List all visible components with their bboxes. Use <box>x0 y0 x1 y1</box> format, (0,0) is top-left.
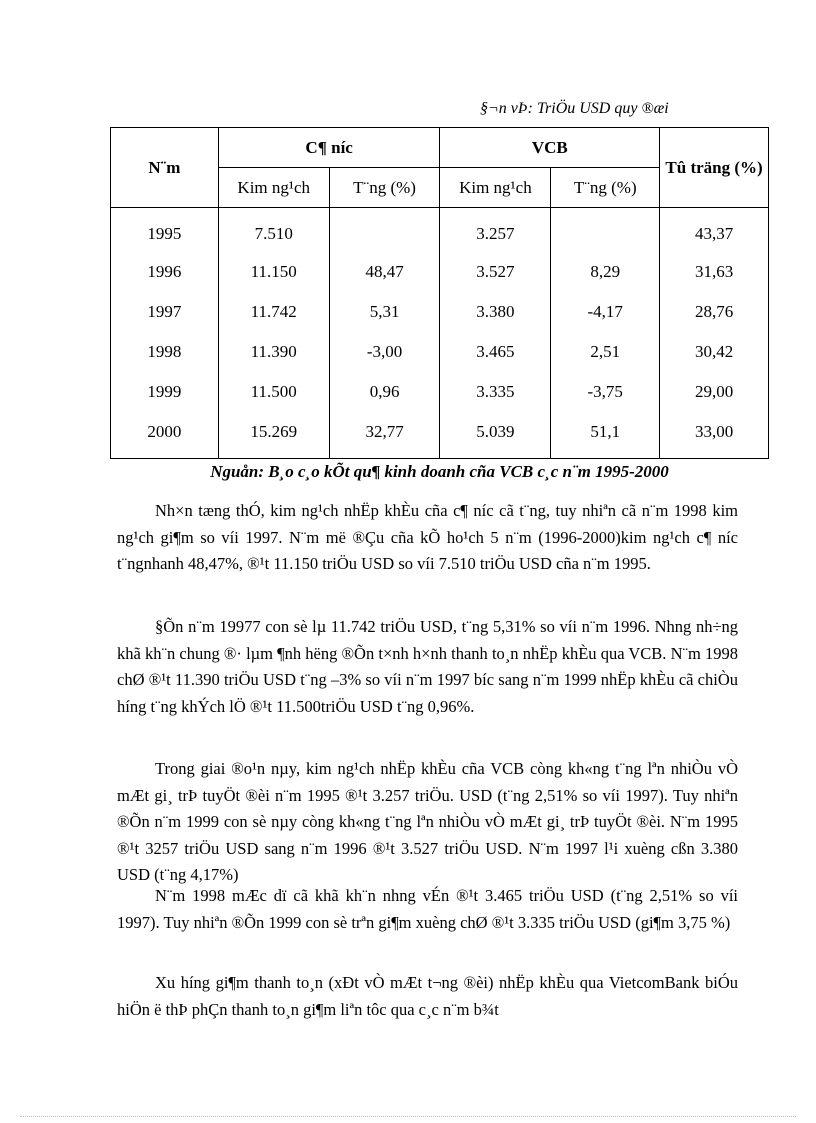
cell-country-turnover: 11.742 <box>218 292 329 332</box>
cell-vcb-turnover: 3.257 <box>440 208 551 253</box>
cell-vcb-growth <box>551 208 660 253</box>
header-year: N¨m <box>111 128 219 208</box>
header-share: Tû träng (%) <box>660 128 769 208</box>
cell-vcb-growth: 2,51 <box>551 332 660 372</box>
paragraph: §Õn n¨m 19977 con sè lµ 11.742 triÖu USD, t¨ng 5,31% so víi n¨m 1996. Nhng nh÷ng khã kh¨n chung ®· lµm ¶nh hëng ®Õn t×nh h×nh thanh to¸n nhËp khÈu qua VCB. N¨m 1998 chØ ®¹t 11.390 triÖu USD t¨ng –3% so víi n¨m 1997 bíc sang n¨m 1999 nhËp khÈu cã chiÒu híng t¨ng khÝch lÖ ®¹t 11.500triÖu USD t¨ng 0,96%. <box>117 617 738 716</box>
cell-share: 33,00 <box>660 412 769 459</box>
cell-country-growth <box>329 208 440 253</box>
header-country-turnover: Kim ng¹ch <box>218 168 329 208</box>
paragraph: Xu híng gi¶m thanh to¸n (xÐt vÒ mÆt t¬ng ®èi) nhËp khÈu qua VietcomBank biÓu hiÖn ë thÞ phÇn thanh to¸n gi¶m liªn tôc qua c¸c n¨m b¾t <box>117 973 738 1019</box>
table-row <box>111 412 769 459</box>
cell-country-turnover: 11.390 <box>218 332 329 372</box>
header-vcb-turnover: Kim ng¹ch <box>440 168 551 208</box>
cell-country-growth: 48,47 <box>329 252 440 292</box>
table-row <box>111 372 769 412</box>
cell-country-growth: 5,31 <box>329 292 440 332</box>
table-row <box>111 332 769 372</box>
cell-country-growth: 32,77 <box>329 412 440 459</box>
cell-year: 1995 <box>111 208 219 253</box>
cell-vcb-growth: 8,29 <box>551 252 660 292</box>
paragraph: Nh×n tæng thÓ, kim ng¹ch nhËp khÈu cña c¶ níc cã t¨ng, tuy nhiªn cã n¨m 1998 kim ng¹ch gi¶m so víi 1997. N¨m më ®Çu cña kÕ ho¹ch 5 n¨m (1996-2000)kim ng¹ch c¶ níc t¨ngnhanh 48,47%, ®¹t 11.150 triÖu USD so víi 7.510 triÖu USD cña n¨m 1995. <box>117 501 738 573</box>
header-vcb: VCB <box>440 128 660 168</box>
cell-share: 29,00 <box>660 372 769 412</box>
page-divider <box>20 1116 796 1117</box>
cell-vcb-turnover: 3.335 <box>440 372 551 412</box>
table-row <box>111 292 769 332</box>
cell-vcb-turnover: 3.380 <box>440 292 551 332</box>
cell-vcb-growth: -3,75 <box>551 372 660 412</box>
table-row <box>111 208 769 253</box>
source-note: Nguån: B¸o c¸o kÕt qu¶ kinh doanh cña VCB c¸c n¨m 1995-2000 <box>210 462 669 481</box>
cell-year: 1996 <box>111 252 219 292</box>
cell-vcb-turnover: 3.527 <box>440 252 551 292</box>
cell-vcb-growth: 51,1 <box>551 412 660 459</box>
cell-country-growth: 0,96 <box>329 372 440 412</box>
table-body <box>111 208 769 459</box>
paragraph: Trong giai ®o¹n nµy, kim ng¹ch nhËp khÈu cña VCB còng kh«ng t¨ng lªn nhiÒu vÒ mÆt gi¸ trÞ tuyÖt ®èi n¨m 1995 ®¹t 3.257 triÖu. USD (t¨ng 2,51% so víi 1997). Tuy nhiªn ®Õn n¨m 1999 con sè nµy còng kh«ng t¨ng lªn nhiÒu vÒ mÆt gi¸ trÞ tuyÖt ®èi. N¨m 1995 ®¹t 3257 triÖu USD sang n¨m 1996 ®¹t 3.527 triÖu USD. N¨m 1997 l¹i xuèng cßn 3.380 USD (t¨ng 4,17%) <box>117 759 738 884</box>
paragraph: N¨m 1998 mÆc dï cã khã kh¨n nhng vÉn ®¹t 3.465 triÖu USD (t¨ng 2,51% so víi 1997). Tuy nhiªn ®Õn 1999 con sè trªn gi¶m xuèng chØ ®¹t 3.335 triÖu USD (gi¶m 3,75 %) <box>117 886 738 932</box>
cell-country-turnover: 15.269 <box>218 412 329 459</box>
import-table <box>110 127 769 459</box>
cell-year: 1999 <box>111 372 219 412</box>
table-header <box>111 128 769 208</box>
unit-note: §¬n vÞ: TriÖu USD quy ®æi <box>480 100 669 117</box>
cell-country-turnover: 7.510 <box>218 208 329 253</box>
cell-share: 30,42 <box>660 332 769 372</box>
cell-share: 31,63 <box>660 252 769 292</box>
cell-country-turnover: 11.150 <box>218 252 329 292</box>
cell-vcb-growth: -4,17 <box>551 292 660 332</box>
cell-year: 2000 <box>111 412 219 459</box>
header-vcb-growth: T¨ng (%) <box>551 168 660 208</box>
cell-vcb-turnover: 3.465 <box>440 332 551 372</box>
cell-country-turnover: 11.500 <box>218 372 329 412</box>
cell-country-growth: -3,00 <box>329 332 440 372</box>
table-row <box>111 252 769 292</box>
header-country-growth: T¨ng (%) <box>329 168 440 208</box>
cell-vcb-turnover: 5.039 <box>440 412 551 459</box>
cell-year: 1998 <box>111 332 219 372</box>
cell-share: 43,37 <box>660 208 769 253</box>
cell-year: 1997 <box>111 292 219 332</box>
header-country: C¶ níc <box>218 128 440 168</box>
cell-share: 28,76 <box>660 292 769 332</box>
